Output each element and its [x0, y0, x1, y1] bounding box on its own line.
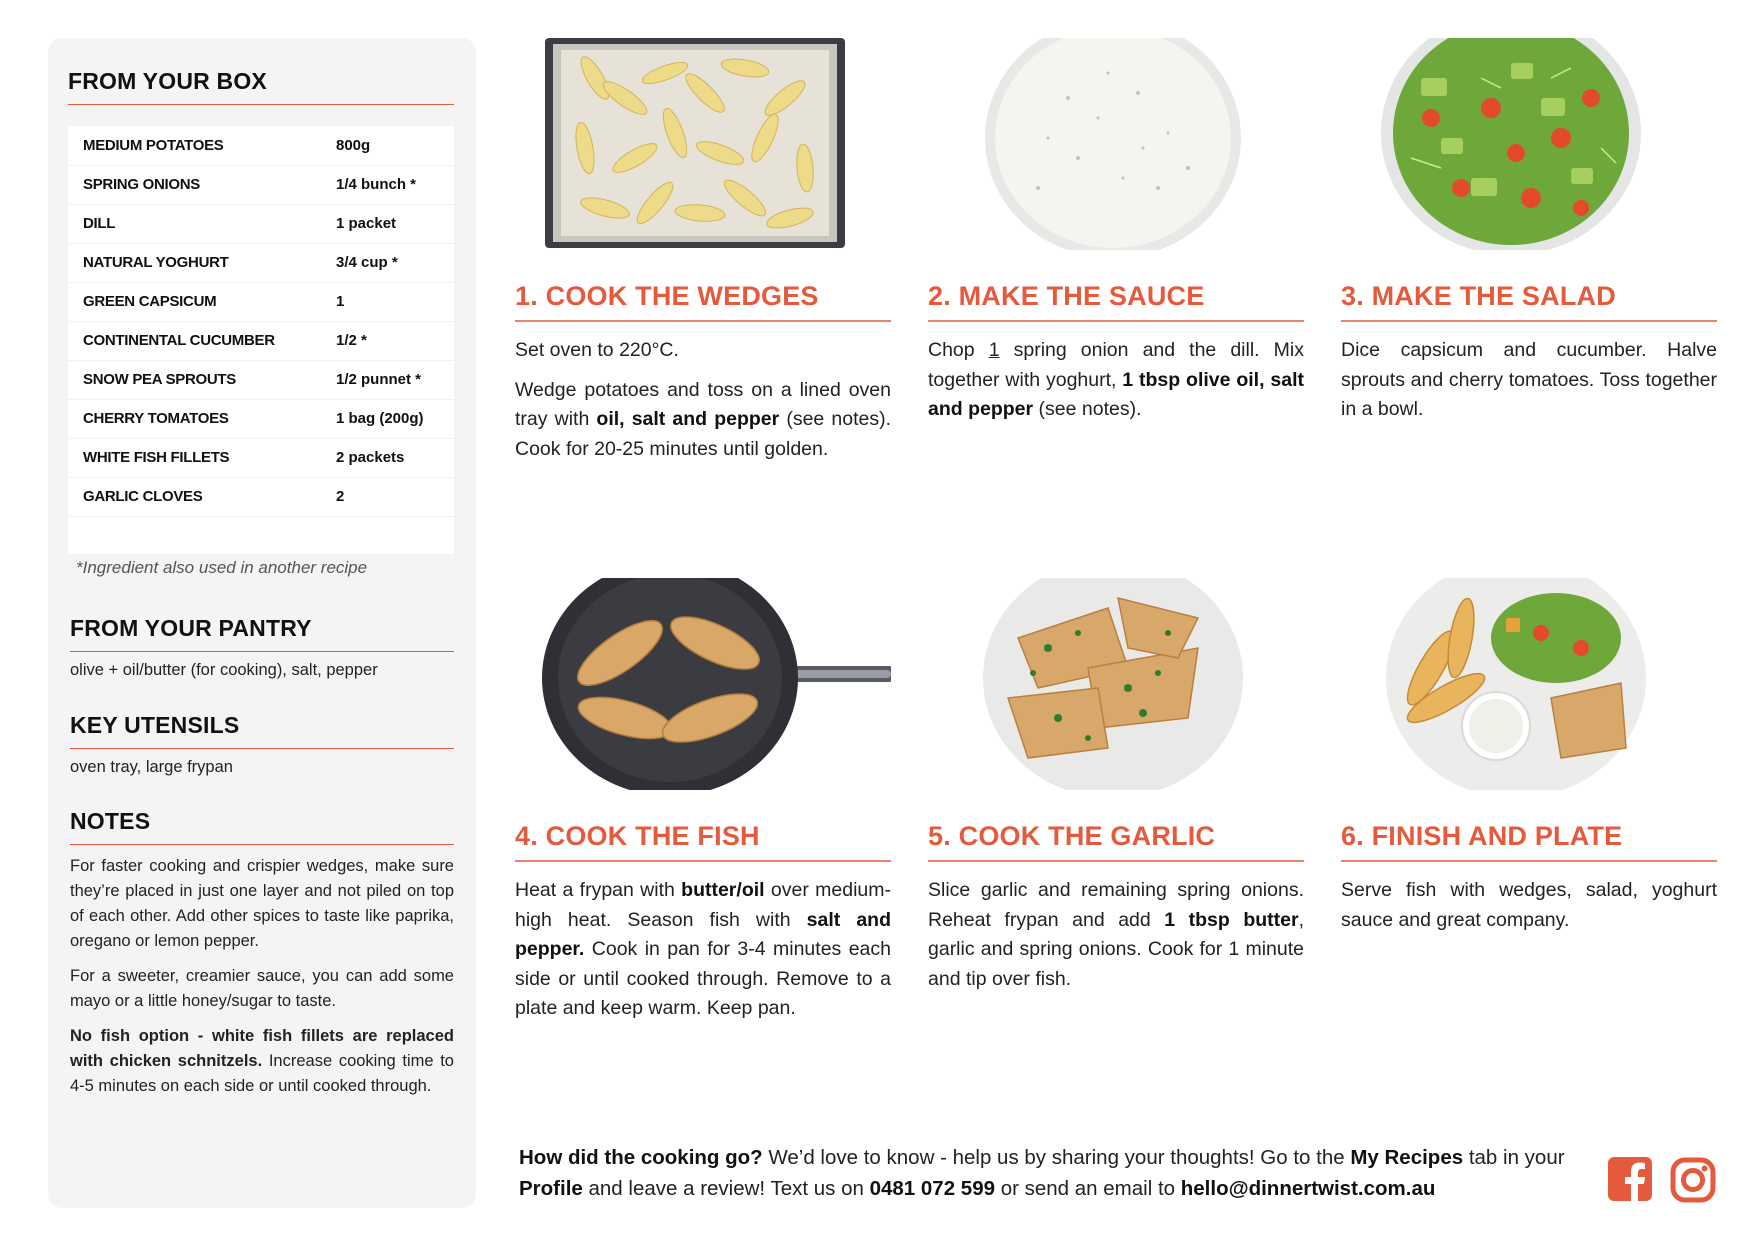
step-6 — [1341, 578, 1717, 1048]
step-title: 4. COOK THE FISH — [515, 821, 760, 851]
step-text: Heat a frypan with butter/oil over medium-high heat. Season fish with salt and pepper. Cook in pan for 3-4 minutes each side or until cooked through. Remove to a plate and keep warm. Keep pan. — [515, 879, 891, 1019]
step-rule — [928, 860, 1304, 862]
step-1 — [515, 38, 891, 478]
ingredient-name: CHERRY TOMATOES — [83, 410, 229, 427]
step-rule — [515, 860, 891, 862]
email-link[interactable]: hello@dinnertwist.com.au — [1180, 1177, 1436, 1200]
ingredient-qty: 2 — [336, 488, 345, 505]
heading-rule — [70, 748, 454, 749]
ingredient-qty: 1/2 * — [336, 332, 367, 349]
step-3 — [1341, 38, 1717, 478]
step-rule — [1341, 320, 1717, 322]
ingredients-table — [68, 126, 454, 554]
table-row — [68, 243, 454, 282]
ingredient-qty: 1 packet — [336, 215, 397, 232]
ingredient-name: SPRING ONIONS — [83, 176, 200, 193]
utensils-text: oven tray, large frypan — [70, 758, 233, 776]
ingredient-name: MEDIUM POTATOES — [83, 136, 224, 154]
heading-rule — [70, 651, 454, 652]
ingredient-qty: 1 bag (200g) — [336, 410, 424, 427]
ingredient-qty: 800g — [336, 136, 371, 154]
ingredient-qty: 3/4 cup * — [336, 254, 398, 271]
plated-meal-image — [1341, 578, 1717, 790]
step-5 — [928, 578, 1304, 1048]
table-row-empty — [68, 516, 454, 554]
table-row — [68, 399, 454, 438]
potato-wedges-image — [515, 38, 891, 250]
feedback-footer: How did the cooking go? We’d love to know - help us by sharing your thoughts! Go to the My Recipes tab in your Profile and leave a review! Text us on 0481 072 599 or send an email to hello@dinnertwist.com.au — [519, 1146, 1565, 1200]
instagram-icon[interactable] — [1670, 1157, 1716, 1208]
facebook-icon[interactable] — [1608, 1157, 1652, 1206]
ingredient-name: GREEN CAPSICUM — [83, 293, 217, 310]
table-row — [68, 360, 454, 399]
my-recipes-link: My Recipes — [1350, 1146, 1464, 1169]
profile-link: Profile — [519, 1177, 583, 1200]
ingredient-name: WHITE FISH FILLETS — [83, 449, 230, 466]
garlic-fish-plate-image — [928, 578, 1304, 790]
note-paragraph: No fish option - white fish fillets are replaced with chicken schnitzels. Increase cooking time to 4-5 minutes on each side or until cooked through. — [70, 1027, 454, 1095]
step-4 — [515, 578, 891, 1048]
step-title: 5. COOK THE GARLIC — [928, 821, 1216, 851]
step-title: 3. MAKE THE SALAD — [1341, 281, 1616, 311]
note-paragraph: For faster cooking and crispier wedges, make sure they’re placed in just one layer and not piled on top of each other. Add other spices to taste like paprika, oregano or lemon pepper. — [70, 857, 454, 950]
step-title: 1. COOK THE WEDGES — [515, 281, 819, 311]
ingredient-qty: 2 packets — [336, 449, 405, 466]
ingredient-qty: 1/2 punnet * — [336, 371, 422, 388]
heading-rule — [68, 104, 454, 105]
note-bold: No fish option - white fish fillets are replaced with chicken schnitzels. — [70, 1027, 454, 1070]
fish-frypan-image — [515, 578, 891, 790]
ingredients-sidebar — [48, 38, 476, 1208]
step-rule — [515, 320, 891, 322]
ingredient-name: GARLIC CLOVES — [83, 488, 203, 505]
step-text: Set oven to 220°C. Wedge potatoes and toss on a lined oven tray with oil, salt and pepper (see notes). Cook for 20-25 minutes until golden. — [515, 339, 891, 460]
ingredient-qty: 1 — [336, 293, 345, 310]
step-text: Chop 1 spring onion and the dill. Mix together with yoghurt, 1 tbsp olive oil, salt and pepper (see notes). — [928, 339, 1304, 420]
table-row — [68, 204, 454, 243]
step-title: 2. MAKE THE SAUCE — [928, 281, 1205, 311]
phone-link[interactable]: 0481 072 599 — [869, 1177, 995, 1200]
ingredient-name: NATURAL YOGHURT — [83, 254, 229, 271]
step-text: Serve fish with wedges, salad, yoghurt sauce and great company. — [1341, 879, 1717, 931]
from-your-pantry-heading: FROM YOUR PANTRY — [70, 615, 312, 641]
step-title: 6. FINISH AND PLATE — [1341, 821, 1623, 851]
notes-text — [70, 854, 454, 1109]
heading-rule — [70, 844, 454, 845]
ingredient-name: DILL — [83, 215, 116, 232]
step-rule — [928, 320, 1304, 322]
table-row — [68, 165, 454, 204]
ingredient-qty: 1/4 bunch * — [336, 176, 417, 193]
table-row — [68, 126, 454, 165]
note-paragraph: For a sweeter, creamier sauce, you can add some mayo or a little honey/sugar to taste. — [70, 967, 454, 1010]
step-text: Slice garlic and remaining spring onions. Reheat frypan and add 1 tbsp butter, garlic and spring onions. Cook for 1 minute and tip over fish. — [928, 879, 1304, 990]
ingredient-name: SNOW PEA SPROUTS — [83, 371, 236, 388]
table-row — [68, 477, 454, 516]
key-utensils-heading: KEY UTENSILS — [70, 712, 240, 738]
step-2 — [928, 38, 1304, 478]
salad-bowl-image — [1341, 38, 1717, 250]
ingredient-name: CONTINENTAL CUCUMBER — [83, 332, 275, 349]
table-row — [68, 438, 454, 477]
table-row — [68, 321, 454, 360]
notes-heading: NOTES — [70, 808, 151, 834]
step-rule — [1341, 860, 1717, 862]
ingredient-footnote: *Ingredient also used in another recipe — [76, 558, 368, 577]
pantry-text: olive + oil/butter (for cooking), salt, pepper — [70, 661, 378, 679]
sauce-bowl-image — [928, 38, 1304, 250]
table-row — [68, 282, 454, 321]
from-your-box-heading: FROM YOUR BOX — [68, 68, 267, 94]
step-text: Dice capsicum and cucumber. Halve sprouts and cherry tomatoes. Toss together in a bowl. — [1341, 339, 1717, 420]
